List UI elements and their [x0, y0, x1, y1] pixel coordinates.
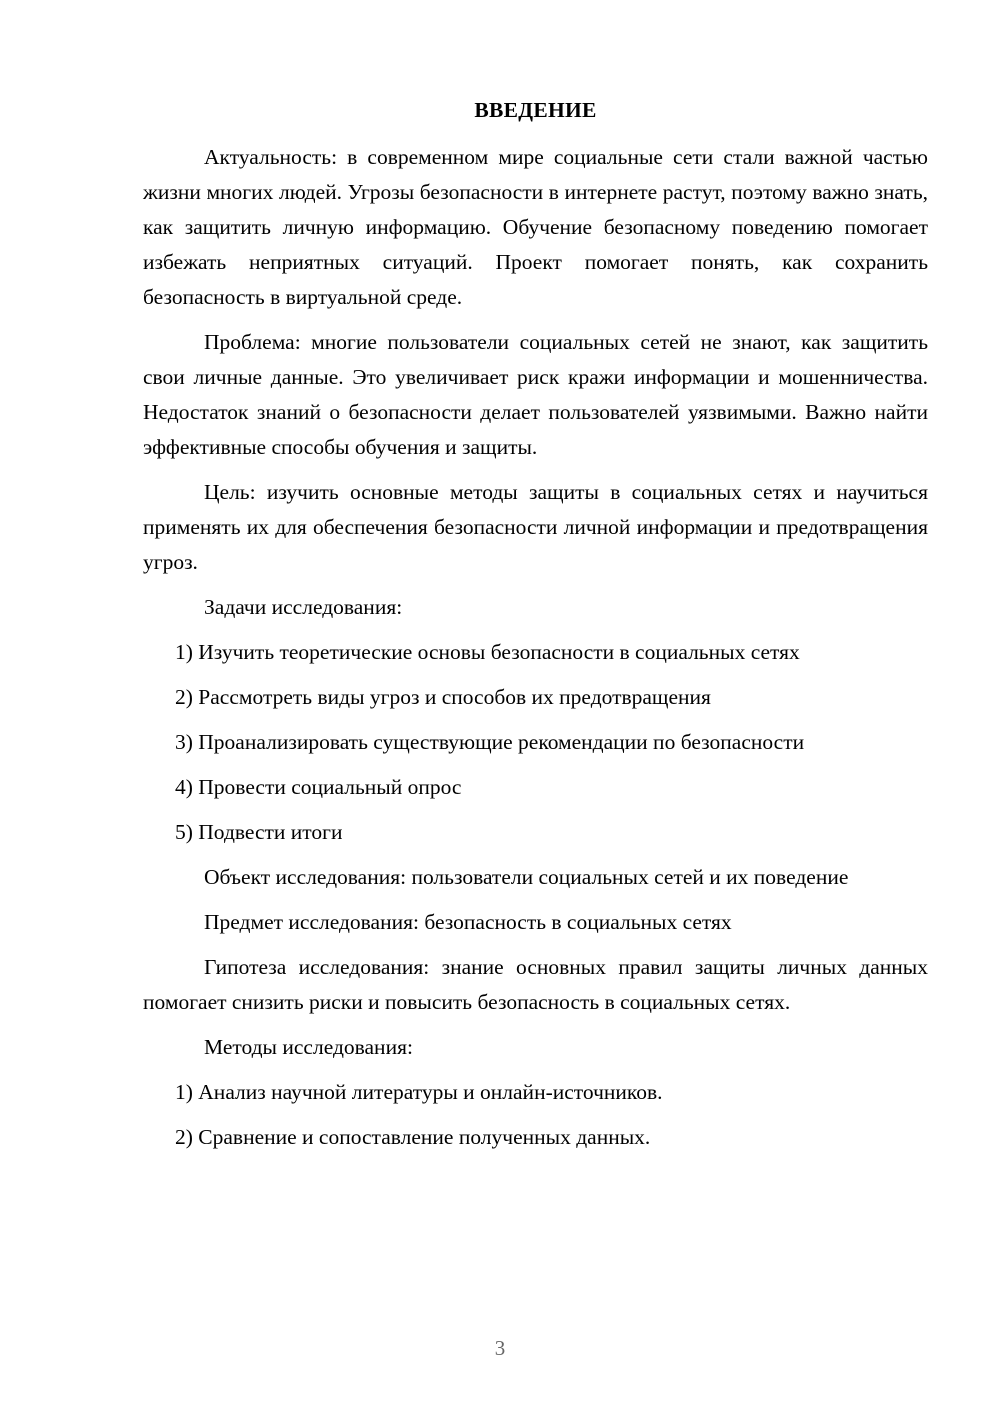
page-number: 3 [494, 1336, 506, 1360]
method-item: 2) Сравнение и сопоставление полученных данных. [175, 1125, 651, 1149]
methods-label: Методы исследования: [204, 1035, 413, 1059]
problem-paragraph: Проблема: многие пользователи социальных сетей не знают, как защитить свои личные данные. Это увеличивает риск кражи информации и мошенничества. Недостаток знаний о безопасности делает пользователей уязвимыми. Важно найти эффективные способы обучения и защиты. [143, 330, 928, 459]
tasks-label: Задачи исследования: [204, 595, 403, 619]
subject-paragraph: Предмет исследования: безопасность в социальных сетях [204, 910, 732, 934]
tasks-list [143, 635, 928, 850]
task-item: 1) Изучить теоретические основы безопасности в социальных сетях [175, 640, 800, 664]
document-page [143, 93, 928, 1165]
method-item: 1) Анализ научной литературы и онлайн-источников. [175, 1080, 663, 1104]
task-item: 5) Подвести итоги [175, 820, 343, 844]
goal-paragraph: Цель: изучить основные методы защиты в социальных сетях и научиться применять их для обеспечения безопасности личной информации и предотвращения угроз. [143, 480, 928, 574]
task-item: 4) Провести социальный опрос [175, 775, 462, 799]
object-paragraph: Объект исследования: пользователи социальных сетей и их поведение [204, 865, 849, 889]
relevance-paragraph: Актуальность: в современном мире социальные сети стали важной частью жизни многих людей. Угрозы безопасности в интернете растут, поэтому важно знать, как защитить личную информацию. Обучение безопасному поведению помогает избежать неприятных ситуаций. Проект помогает понять, как сохранить безопасность в виртуальной среде. [143, 145, 928, 309]
methods-list [143, 1075, 928, 1155]
task-item: 2) Рассмотреть виды угроз и способов их предотвращения [175, 685, 711, 709]
section-heading: ВВЕДЕНИЕ [474, 98, 597, 122]
hypothesis-paragraph: Гипотеза исследования: знание основных правил защиты личных данных помогает снизить риски и повысить безопасность в социальных сетях. [143, 955, 928, 1014]
task-item: 3) Проанализировать существующие рекомендации по безопасности [175, 730, 805, 754]
